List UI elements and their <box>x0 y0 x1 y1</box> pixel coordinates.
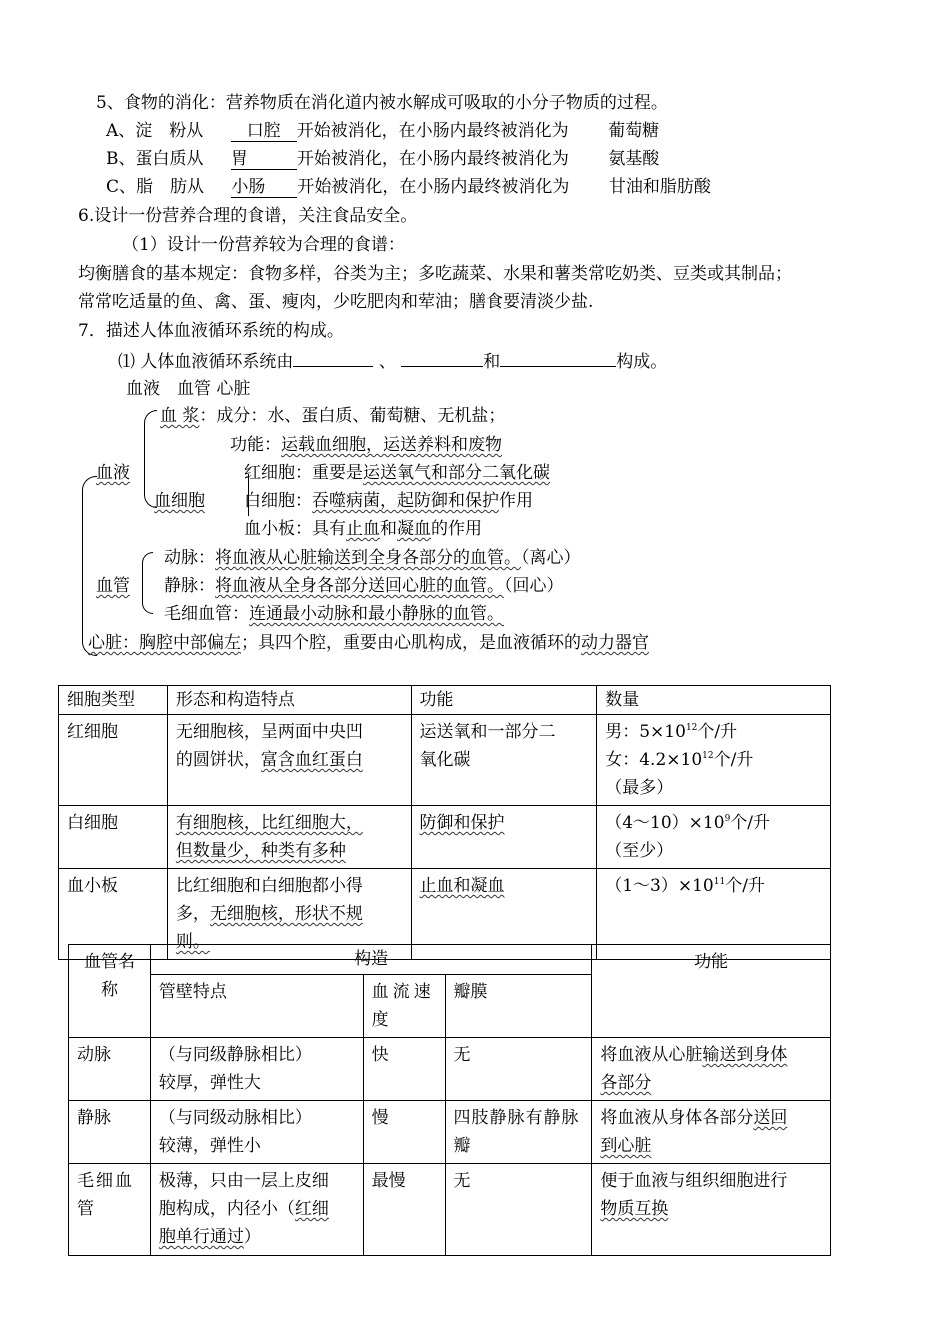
text-part: 个/升 <box>697 722 738 742</box>
sec5-heading: 5、食物的消化：营养物质在消化道内被水解成可吸取的小分子物质的过程。 <box>96 93 668 113</box>
text-line: 有细胞核，比红细胞大， <box>175 813 363 833</box>
vessel-valve: 四肢静脉有静脉瓣 <box>445 1101 592 1164</box>
text-line <box>600 1041 822 1069</box>
text-highlight: 输送到身体 <box>702 1045 788 1065</box>
end-product: 氨基酸 <box>608 149 660 169</box>
plt-f2: 凝血 <box>397 519 431 539</box>
wbc-tail: 作用 <box>499 491 533 511</box>
text-part: （4～10）×10 <box>605 813 725 833</box>
plasma-comp: ：成分：水、蛋白质、葡萄糖、无机盐； <box>199 406 506 426</box>
vessel-speed: 慢 <box>363 1101 445 1164</box>
heart-pos: ：胸腔中部偏左 <box>122 633 241 653</box>
text-line <box>176 746 403 774</box>
plasma-func-line <box>230 433 502 457</box>
vessel-wall <box>150 1164 363 1256</box>
text-line: 氧化碳 <box>419 750 471 770</box>
exponent: 9 <box>724 814 731 824</box>
text-line: （至少） <box>605 841 674 861</box>
text-part: ） <box>243 1227 261 1247</box>
start-organ: 小肠 <box>231 177 297 198</box>
text-line: 但数量少，种类有多种 <box>175 841 346 861</box>
sec7-question <box>118 348 667 374</box>
sec6-heading: 6.设计一份营养合理的食谱，关注食品安全。 <box>78 206 418 226</box>
vessel-wall <box>150 1038 363 1101</box>
header-valve: 瓣膜 <box>445 975 592 1038</box>
cells-label <box>154 489 205 513</box>
header-function: 功能 <box>592 945 831 1038</box>
plt-tail: 的作用 <box>431 519 482 539</box>
text-highlight: 无细胞核，形状不规 <box>209 904 363 924</box>
wbc-label: 白细胞： <box>244 491 312 511</box>
sec7-answer: 血液 血管 心脏 <box>126 379 251 399</box>
heart-text: ；具四个腔，重要由心肌构成，是血液循环的 <box>241 633 581 653</box>
text-part: 个/升 <box>725 876 765 896</box>
vessel-valve: 无 <box>445 1038 592 1101</box>
text-line: 较薄，弹性小 <box>158 1136 261 1156</box>
digestion-item-protein <box>106 147 659 171</box>
end-product: 葡萄糖 <box>608 121 660 141</box>
end-product: 甘油和脂肪酸 <box>608 177 711 197</box>
plt-f1: 止血 <box>346 519 380 539</box>
plt-and: 和 <box>380 519 397 539</box>
table-row <box>69 1038 831 1101</box>
vessels-text: 血管 <box>96 576 130 596</box>
table-row <box>69 1164 831 1256</box>
text-part: 胞构成，内径小（ <box>158 1199 295 1219</box>
text-highlight: 物质互换 <box>600 1199 669 1219</box>
cells-text: 血细胞 <box>154 491 205 511</box>
outer-bracket <box>82 476 97 656</box>
rbc-label: 红细胞：重要是 <box>244 463 363 483</box>
text-part: 将血液从心脏 <box>600 1045 703 1065</box>
vessel-func <box>592 1164 831 1256</box>
item-label: B、蛋白质从 <box>106 149 204 169</box>
text-line: 较厚，弹性大 <box>158 1073 261 1093</box>
text-line <box>159 1195 355 1223</box>
vessel-bracket <box>142 552 153 614</box>
cell-type: 血小板 <box>59 869 168 960</box>
cell-quantity <box>597 806 831 869</box>
exponent: 11 <box>713 877 726 887</box>
plasma-label: 血 浆 <box>160 406 200 426</box>
rbc-func: 运送氧气和部分二氧化碳 <box>363 463 550 483</box>
heart-label: 心脏 <box>88 633 122 653</box>
text-line <box>605 872 822 900</box>
vessel-func <box>592 1101 831 1164</box>
cell-type: 红细胞 <box>59 715 168 806</box>
text-highlight: 到心脏 <box>600 1136 652 1156</box>
text-highlight: 送回 <box>753 1108 788 1128</box>
text-line <box>176 900 403 928</box>
wbc-func: 吞噬病菌，起防御和保护 <box>312 491 499 511</box>
vessel-valve: 无 <box>445 1164 592 1256</box>
sec6-sub: （1）设计一份营养较为合理的食谱： <box>122 235 405 255</box>
q-prefix: ⑴ 人体血液循环系统由 <box>118 352 294 372</box>
cell-shape <box>167 806 411 869</box>
item-mid: 开始被消化，在小肠内最终被消化为 <box>297 177 570 197</box>
rbc-line <box>244 461 550 485</box>
artery-dir: （离心） <box>521 548 581 568</box>
header-speed: 血流速度 <box>363 975 445 1038</box>
text-line: 比红细胞和白细胞都小得 <box>175 876 363 896</box>
q-sep1: 、 <box>378 352 396 372</box>
text-line: 极薄，只由一层上皮细 <box>158 1171 329 1191</box>
artery-line <box>164 546 581 570</box>
table-row <box>69 1101 831 1164</box>
capillary-line <box>164 602 504 626</box>
artery-text: 将血液从心脏输送到全身各部分的血管。 <box>215 548 521 568</box>
header-wall: 管壁特点 <box>150 975 363 1038</box>
text-part: 个/升 <box>730 813 771 833</box>
table-row <box>59 715 831 806</box>
plt-label: 血小板：具有 <box>244 519 346 539</box>
text-highlight: 防御和保护 <box>419 813 505 833</box>
blank-1 <box>293 348 373 367</box>
platelet-line <box>244 517 482 541</box>
text-part: 将血液从身体各部分 <box>600 1108 754 1128</box>
cap-text: 连通最小动脉和最小静脉的血管。 <box>249 604 504 624</box>
text-highlight: 红细 <box>294 1199 329 1219</box>
vessel-name: 毛细血管 <box>69 1164 151 1256</box>
cell-func <box>411 806 597 869</box>
vessel-name: 动脉 <box>69 1038 151 1101</box>
start-organ: 胃 <box>231 149 297 170</box>
col-header: 数量 <box>597 686 831 715</box>
text-part: 女：4.2×10 <box>605 750 703 770</box>
item-label: A、淀 粉从 <box>106 121 204 141</box>
q-sep2: 和 <box>483 352 501 372</box>
vein-text: 将血液从全身各部分送回心脏的血管。 <box>215 576 504 596</box>
wbc-line <box>244 489 533 513</box>
blood-text: 血液 <box>96 463 130 483</box>
blood-label <box>96 461 130 485</box>
vessels-label <box>96 574 130 598</box>
digestion-item-starch <box>106 119 659 143</box>
item-label: C、脂 肪从 <box>106 177 205 197</box>
text-highlight: 各部分 <box>600 1073 652 1093</box>
artery-label: 动脉： <box>164 548 215 568</box>
sec6-line1: 均衡膳食的基本规定：食物多样，谷类为主；多吃蔬菜、水果和薯类常吃奶类、豆类或其制品； <box>78 264 792 284</box>
plasma-func: 运载血细胞，运送养料和废物 <box>281 435 502 455</box>
text-line <box>159 1223 355 1251</box>
text-highlight: 胞单行通过 <box>158 1227 244 1247</box>
plasma-line <box>160 404 505 428</box>
exponent: 12 <box>685 723 698 733</box>
text-line: （最多） <box>605 778 674 798</box>
blood-cell-table <box>58 685 831 960</box>
table-header-row <box>59 686 831 715</box>
start-organ: 口腔 <box>231 121 297 142</box>
vein-label: 静脉： <box>164 576 215 596</box>
text-line <box>605 809 822 837</box>
header-vessel-name: 血管名称 <box>69 945 151 1038</box>
cap-label: 毛细血管： <box>164 604 249 624</box>
q-suffix: 构成。 <box>616 352 668 372</box>
heart-line <box>88 631 649 655</box>
text-line: 无细胞核，呈两面中央凹 <box>175 722 363 742</box>
table-row <box>59 806 831 869</box>
table-header-row <box>69 945 831 975</box>
text-part: 男：5×10 <box>605 722 686 742</box>
text-line: 便于血液与组织细胞进行 <box>600 1171 788 1191</box>
text-highlight: 富含血红蛋白 <box>260 750 363 770</box>
vessel-wall <box>150 1101 363 1164</box>
text-line: （与同级静脉相比） <box>158 1045 312 1065</box>
plasma-func-label: 功能： <box>230 435 281 455</box>
blank-3 <box>500 348 616 367</box>
vessel-speed: 最慢 <box>363 1164 445 1256</box>
col-header: 功能 <box>411 686 597 715</box>
item-mid: 开始被消化，在小肠内最终被消化为 <box>296 149 569 169</box>
text-part: 个/升 <box>713 750 754 770</box>
text-line <box>600 1069 822 1097</box>
heart-organ: 动力器官 <box>581 633 649 653</box>
text-line <box>600 1132 822 1160</box>
cell-func <box>411 715 597 806</box>
vessel-func <box>592 1038 831 1101</box>
col-header: 细胞类型 <box>59 686 168 715</box>
text-line <box>605 718 822 746</box>
item-mid: 开始被消化，在小肠内最终被消化为 <box>296 121 569 141</box>
text-part: 多， <box>175 904 210 924</box>
cell-shape <box>167 715 411 806</box>
vessel-speed: 快 <box>363 1038 445 1101</box>
text-line <box>605 746 822 774</box>
text-line <box>600 1195 822 1223</box>
header-structure: 构造 <box>150 945 591 975</box>
sec6-line2: 常常吃适量的鱼、禽、蛋、瘦肉，少吃肥肉和荤油；膳食要清淡少盐. <box>78 292 594 312</box>
sec7-heading: 7．描述人体血液循环系统的构成。 <box>78 321 344 341</box>
vein-dir: （回心） <box>504 576 564 596</box>
text-line <box>600 1104 822 1132</box>
text-line: （与同级动脉相比） <box>158 1108 312 1128</box>
text-line: 运送氧和一部分二 <box>419 722 556 742</box>
cell-type: 白细胞 <box>59 806 168 869</box>
exponent: 12 <box>702 751 714 761</box>
vein-line <box>164 574 564 598</box>
digestion-item-fat <box>106 175 711 199</box>
text-line: 则。 <box>175 932 210 952</box>
text-highlight: 止血和凝血 <box>419 876 505 896</box>
vessel-name: 静脉 <box>69 1101 151 1164</box>
blank-2 <box>401 348 483 367</box>
col-header: 形态和构造特点 <box>167 686 411 715</box>
text-part: （1～3）×10 <box>605 876 714 896</box>
cell-quantity <box>597 715 831 806</box>
blood-vessel-table <box>68 944 831 1256</box>
text-part: 的圆饼状， <box>175 750 261 770</box>
